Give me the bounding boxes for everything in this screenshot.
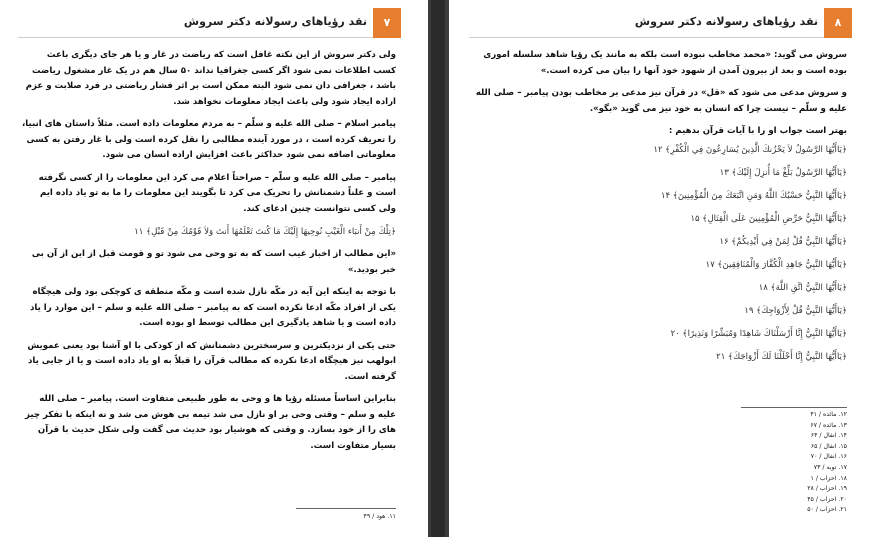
paragraph: ولی دکتر سروش از این نکته غافل است که ریاضت در غار و یا هر جای دیگری باعث کسب اطلاعات نمی شود اگر کسی جغرافیا نداند ۵۰ سال هم در یک غار مشغول ریاضت باشد ، جغرافی دان نمی شود البته ممکن است بر اثر فشار ریاضتی در فرد صلابت و عزم اراده ایجاد شود ولی باعث ایجاد معلومات نخواهد شد. xyxy=(25,50,396,107)
page-header xyxy=(469,8,852,38)
quran-verse: ﴿يَاأَيُّهَا النَّبِيُّ قُلْ لِأَزْوَاجِكَ﴾ ۱۹ xyxy=(744,305,847,316)
quran-verse: ﴿يَاأَيُّهَا النَّبِيُّ حَسْبُكَ اللَّهُ وَمَنِ اتَّبَعَكَ مِنَ الْمُؤْمِنِينَ﴾ ۱۴ xyxy=(660,190,847,201)
quran-verse: ﴿يَاأَيُّهَا النَّبِيُّ إِنَّا أَرْسَلْنَاكَ شَاهِدًا وَمُبَشِّرًا وَنَذِيرًا﴾ ۲۰ xyxy=(670,328,847,339)
quran-verse: ﴿يَاأَيُّهَا النَّبِيُّ قُلْ لِمَنْ فِي أَيْدِيكُمْ﴾ ۱۶ xyxy=(719,236,847,247)
footnote: ۲۱. احزاب / ۵۰ xyxy=(807,506,847,514)
footnote-divider xyxy=(741,407,847,408)
footnote: ۱۶. انفال / ۷۰ xyxy=(810,453,847,461)
footnote: ۱۷. توبه / ۷۳ xyxy=(813,463,847,471)
header-title: نقد رؤیاهای رسولانه دکتر سروش xyxy=(634,15,818,28)
quran-verse: ﴿يَاأَيُّهَا النَّبِيُّ جَاهِدِ الْكُفَّارَ وَالْمُنَافِقِينَ﴾ ۱۷ xyxy=(705,259,847,270)
footnote: ۱۸. احزاب / ۱ xyxy=(810,474,847,482)
quran-verse: ﴿يَاأَيُّهَا النَّبِيُّ اتَّقِ اللَّهَ﴾ ۱۸ xyxy=(758,282,847,293)
paragraph: «این مطالب از اخبار غیب است که به تو وحی می شود تو و قومت قبل از این از آن بی خبر بودید.» xyxy=(31,249,396,275)
footnote: ۱۱. هود / ۴۹ xyxy=(363,513,396,520)
footnote: ۱۳. مائده / ۶۷ xyxy=(810,421,847,429)
footnote: ۱۵. انفال / ۶۵ xyxy=(810,442,847,450)
paragraph: با توجه به اینکه این آیه در مکّه نازل شده است و مکّه منطقه ی کوچکی بود ولی هیچگاه یکی از افراد مکّه ادعا نکرده است که به پیامبر – صلی الله علیه و سلم – این موارد را یاد داده است و یا شاهد یادگیری این مطالب توسط او بوده است. xyxy=(29,287,396,328)
quran-verse: ﴿يَاأَيُّهَا النَّبِيُّ حَرِّضِ الْمُؤْمِنِينَ عَلَى الْقِتَالِ﴾ ۱۵ xyxy=(690,213,847,224)
page-number: ۷ xyxy=(373,8,401,38)
quran-verse: ﴿يَاأَيُّهَا النَّبِيُّ إِنَّا أَحْلَلْنَا لَكَ أَزْوَاجَكَ﴾ ۲۱ xyxy=(716,351,847,362)
footnote: ۱۲. مائده / ۴۱ xyxy=(810,411,847,418)
header-title: نقد رؤیاهای رسولانه دکتر سروش xyxy=(183,15,367,28)
paragraph: پیامبر – صلی الله علیه و سلّم – صراحتاً اعلام می کرد این معلومات را از کسی نگرفته است و علناً دشمنانش را تحریک می کرد تا بگویند این معلومات را ما به تو یاد داده ایم ولی کسی نتوانست چنین ادعای کند. xyxy=(38,172,396,214)
page-number: ۸ xyxy=(824,8,852,38)
page-header xyxy=(18,8,401,38)
page-body xyxy=(475,48,847,372)
footnote-divider xyxy=(296,508,396,509)
quran-verse: ﴿يَاأَيُّهَا الرَّسُولُ بَلِّغْ مَا أُنزِلَ إِلَيْكَ﴾ ۱۳ xyxy=(719,167,847,178)
quran-verse: ﴿تِلْكَ مِنْ أَنبَاء الْغَيْبِ نُوحِيهَا إِلَيْكَ مَا كُنتَ تَعْلَمُهَا أَنتَ وَلاَ قَوْمُكَ مِنْ قَبْلِ﴾ ۱۱ xyxy=(134,227,396,237)
paragraph: حتی یکی از نزدیکترین و سرسخترین دشمنانش که از کودکی با او آشنا بود یعنی عمویش ابولهب نیز هیچگاه ادعا نکرده که مطالب قرآن را قبلاً به او یاد داده است و یا از جایی یاد گرفته است. xyxy=(27,340,396,382)
page-body xyxy=(22,48,396,461)
paragraph: بنابراین اساساً مسئله رؤیا ها و وحی به طور طبیعی متفاوت است. پیامبر – صلی الله علیه و سلم – وقتی وحی بر او نازل می شد تیمه بی هوش می شد و نه اینکه با تفکر چیز های را از خود بسازد. و وقتی که هوشیار بود حدیث می گفت ولی شکل حدیث با قرآن بسیار متفاوت است. xyxy=(24,394,396,451)
footnote: ۱۴. انفال / ۶۴ xyxy=(810,432,847,440)
section-intro: بهتر است جواب او را با آیات قرآن بدهیم : xyxy=(668,126,847,136)
paragraph: پیامبر اسلام – صلی الله علیه و سلّم – به مردم معلومات داده است. مثلاً داستان های انبیا، را تعریف کرده است ، در مورد آینده مطالبی را نقل کرده است ولی با غار رفتن به کسی معلوماتی اضافه نمی شود حداکثر باعث افزایش اراده انسان می شود. xyxy=(22,119,396,160)
left-page xyxy=(0,0,428,537)
right-page xyxy=(449,0,877,537)
footnote: ۲۰. احزاب / ۴۵ xyxy=(807,495,847,503)
paragraph: سروش می گوید: «محمد مخاطب نبوده است بلکه به مانند یک رؤیا شاهد سلسله اموری بوده است و بعد از بیرون آمدن از شهود خود آنها را بیان می کرده است.» xyxy=(483,50,847,76)
footnote: ۱۹. احزاب / ۲۸ xyxy=(807,485,847,493)
paragraph: و سروش مدعی می شود که «قل» در قرآن نیز مدعی بر مخاطب بودن پیامبر – صلی الله علیه و سلّم – نیست چرا که انسان به خود نیز می گوید «بگو». xyxy=(475,88,847,114)
footnotes xyxy=(807,410,847,516)
book-spine xyxy=(428,0,449,537)
footnotes xyxy=(364,512,396,523)
quran-verse: ﴿يَاأَيُّهَا الرَّسُولُ لاَ يَحْزُنكَ الَّذِينَ يُسَارِعُونَ فِي الْكُفْرِ﴾ ۱۲ xyxy=(653,144,847,155)
